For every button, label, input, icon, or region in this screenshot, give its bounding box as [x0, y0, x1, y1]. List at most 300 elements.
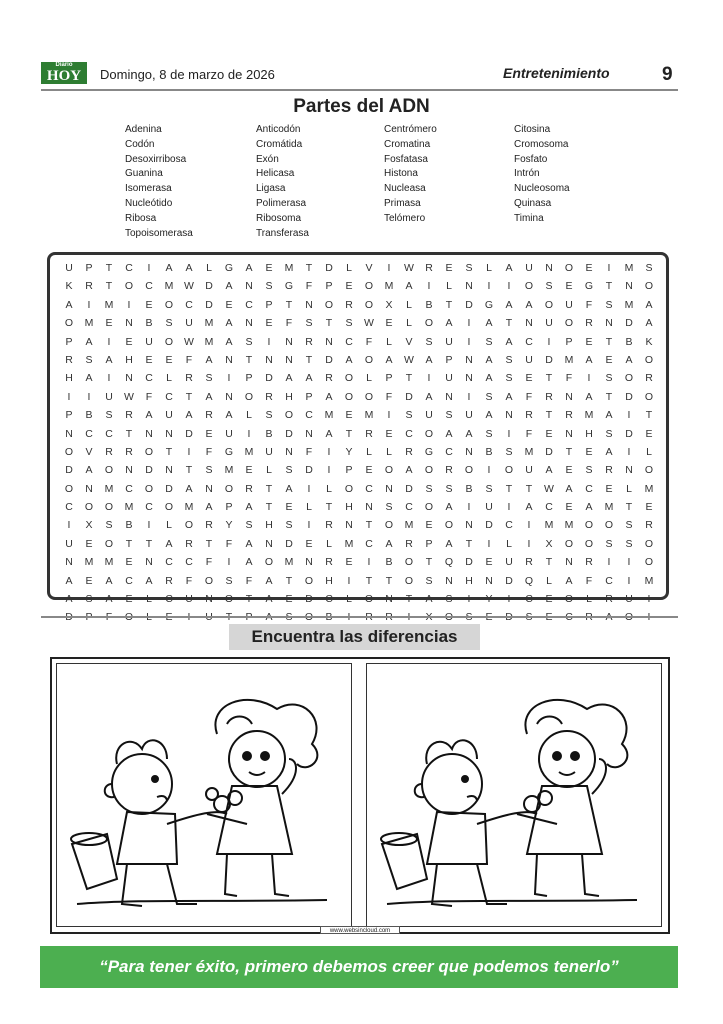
grid-letter: M	[104, 482, 114, 495]
grid-letter: O	[344, 390, 354, 403]
differences-frame	[50, 657, 670, 934]
letter-grid	[59, 259, 659, 627]
grid-letter: E	[605, 353, 613, 366]
grid-letter: A	[345, 353, 353, 366]
grid-letter: P	[445, 353, 453, 366]
grid-letter: I	[67, 519, 71, 532]
grid-letter: N	[85, 482, 93, 495]
grid-letter: D	[305, 464, 313, 477]
grid-letter: A	[245, 556, 253, 569]
grid-letter: U	[565, 298, 573, 311]
grid-letter: D	[165, 482, 173, 495]
grid-letter: I	[107, 372, 111, 385]
grid-letter: R	[325, 372, 333, 385]
grid-letter: T	[105, 280, 113, 293]
grid-letter: F	[185, 353, 193, 366]
grid-letter: S	[345, 317, 353, 330]
grid-letter: T	[325, 317, 333, 330]
word-list-item: Quinasa	[514, 197, 552, 209]
grid-letter: O	[644, 280, 654, 293]
word-list-item: Transferasa	[256, 227, 309, 239]
grid-letter: A	[165, 537, 173, 550]
grid-letter: N	[225, 353, 233, 366]
grid-letter: M	[384, 280, 394, 293]
grid-letter: L	[586, 593, 592, 606]
grid-letter: I	[307, 482, 311, 495]
grid-letter: R	[205, 409, 213, 422]
grid-letter: D	[625, 390, 633, 403]
word-list-item: Adenina	[125, 124, 162, 135]
grid-letter: L	[326, 537, 332, 550]
word-list-item: Helicasa	[256, 168, 295, 180]
word-list-item: Codón	[125, 138, 155, 150]
grid-letter: E	[425, 519, 433, 532]
grid-letter: I	[307, 519, 311, 532]
grid-letter: O	[344, 482, 354, 495]
grid-letter: A	[485, 372, 493, 385]
grid-letter: O	[204, 574, 214, 587]
grid-letter: F	[285, 317, 293, 330]
grid-letter: C	[505, 519, 513, 532]
grid-letter: O	[364, 353, 374, 366]
grid-letter: E	[85, 574, 93, 587]
grid-letter: M	[564, 353, 574, 366]
grid-letter: U	[445, 372, 453, 385]
grid-letter: I	[387, 409, 391, 422]
grid-letter: R	[65, 353, 73, 366]
grid-letter: L	[146, 593, 152, 606]
grid-letter: T	[265, 501, 273, 514]
grid-letter: S	[485, 482, 493, 495]
grid-letter: N	[445, 390, 453, 403]
grid-letter: N	[305, 556, 313, 569]
grid-letter: P	[85, 262, 93, 274]
grid-letter: O	[524, 280, 534, 293]
grid-letter: T	[345, 427, 353, 440]
grid-letter: N	[505, 409, 513, 422]
grid-letter: E	[585, 262, 593, 274]
grid-letter: E	[265, 317, 273, 330]
grid-letter: M	[584, 409, 594, 422]
grid-letter: F	[525, 427, 533, 440]
grid-letter: T	[285, 574, 293, 587]
grid-letter: N	[285, 335, 293, 348]
grid-letter: O	[564, 593, 574, 606]
grid-letter: E	[385, 317, 393, 330]
grid-letter: V	[405, 335, 413, 348]
grid-letter: L	[366, 372, 372, 385]
grid-letter: G	[484, 298, 494, 311]
grid-letter: A	[265, 593, 273, 606]
grid-letter: R	[125, 445, 133, 458]
grid-letter: I	[187, 445, 191, 458]
grid-letter: I	[147, 519, 151, 532]
grid-letter: O	[424, 317, 434, 330]
grid-letter: W	[184, 280, 194, 293]
grid-letter: O	[504, 464, 514, 477]
grid-letter: E	[305, 537, 313, 550]
grid-letter: S	[465, 262, 473, 274]
word-list-item: Fosfatasa	[384, 153, 428, 165]
grid-letter: S	[425, 482, 433, 495]
grid-letter: D	[465, 298, 473, 311]
grid-letter: C	[65, 501, 73, 514]
grid-letter: P	[65, 335, 73, 348]
grid-letter: R	[405, 445, 413, 458]
page-number: 9	[662, 64, 673, 85]
grid-letter: N	[465, 519, 473, 532]
grid-letter: A	[585, 353, 593, 366]
grid-letter: A	[625, 353, 633, 366]
grid-letter: D	[405, 482, 413, 495]
grid-letter: Y	[345, 445, 353, 458]
grid-letter: D	[325, 353, 333, 366]
grid-letter: E	[525, 372, 533, 385]
grid-letter: S	[445, 593, 453, 606]
grid-letter: T	[265, 482, 273, 495]
grid-letter: C	[185, 556, 193, 569]
grid-letter: C	[185, 298, 193, 311]
grid-letter: N	[225, 390, 233, 403]
grid-letter: L	[386, 445, 392, 458]
grid-letter: E	[345, 556, 353, 569]
grid-letter: U	[185, 593, 193, 606]
grid-letter: P	[305, 390, 313, 403]
grid-letter: M	[84, 317, 94, 330]
grid-letter: A	[425, 353, 433, 366]
grid-letter: A	[585, 501, 593, 514]
grid-letter: S	[605, 427, 613, 440]
grid-letter: A	[205, 390, 213, 403]
grid-letter: E	[205, 427, 213, 440]
grid-letter: N	[265, 537, 273, 550]
grid-letter: N	[305, 298, 313, 311]
grid-letter: D	[625, 317, 633, 330]
grid-letter: S	[605, 372, 613, 385]
grid-letter: T	[185, 464, 193, 477]
image-credit: www.websincloud.com	[320, 926, 400, 934]
grid-letter: T	[365, 519, 373, 532]
grid-letter: N	[385, 482, 393, 495]
grid-letter: S	[105, 519, 113, 532]
grid-letter: A	[85, 464, 93, 477]
grid-letter: P	[245, 372, 253, 385]
wordsearch-title: Partes del ADN	[293, 96, 430, 117]
grid-letter: N	[385, 593, 393, 606]
section-name: Entretenimiento	[503, 65, 610, 81]
grid-letter: M	[204, 317, 214, 330]
grid-letter: N	[625, 280, 633, 293]
grid-letter: S	[225, 574, 233, 587]
grid-letter: T	[185, 390, 193, 403]
grid-letter: A	[325, 390, 333, 403]
grid-letter: R	[165, 574, 173, 587]
grid-letter: T	[545, 409, 553, 422]
grid-letter: E	[105, 317, 113, 330]
grid-letter: P	[265, 298, 273, 311]
grid-letter: M	[284, 262, 294, 274]
grid-letter: L	[166, 372, 172, 385]
grid-letter: S	[625, 537, 633, 550]
word-list-item: Telómero	[384, 212, 426, 224]
grid-letter: E	[285, 501, 293, 514]
word-list-item	[514, 227, 645, 242]
grid-letter: R	[545, 390, 553, 403]
grid-letter: S	[265, 280, 273, 293]
grid-letter: G	[424, 445, 434, 458]
grid-letter: A	[65, 298, 73, 311]
grid-letter: K	[65, 280, 73, 293]
grid-letter: O	[404, 574, 414, 587]
grid-letter: S	[205, 464, 213, 477]
grid-letter: C	[405, 427, 413, 440]
word-list-item: Topoisomerasa	[125, 227, 193, 239]
grid-letter: E	[125, 335, 133, 348]
grid-letter: M	[624, 298, 634, 311]
grid-letter: S	[625, 519, 633, 532]
publication-date: Domingo, 8 de marzo de 2026	[100, 67, 275, 82]
word-list-item: Citosina	[514, 124, 551, 135]
grid-letter: M	[604, 501, 614, 514]
grid-letter: I	[467, 390, 471, 403]
grid-letter: T	[645, 409, 653, 422]
grid-letter: T	[445, 298, 453, 311]
grid-letter: M	[524, 445, 534, 458]
grid-letter: S	[305, 317, 313, 330]
grid-letter: L	[446, 280, 452, 293]
grid-letter: I	[487, 464, 491, 477]
grid-letter: S	[445, 482, 453, 495]
grid-letter: N	[165, 464, 173, 477]
grid-letter: N	[285, 445, 293, 458]
grid-letter: C	[445, 445, 453, 458]
grid-letter: O	[324, 298, 334, 311]
grid-letter: O	[584, 537, 594, 550]
grid-letter: A	[285, 482, 293, 495]
section-divider	[41, 616, 678, 618]
grid-letter: E	[345, 280, 353, 293]
grid-letter: S	[425, 574, 433, 587]
grid-letter: N	[365, 501, 373, 514]
grid-letter: I	[507, 427, 511, 440]
grid-letter: R	[605, 464, 613, 477]
grid-letter: R	[365, 427, 373, 440]
grid-letter: R	[525, 409, 533, 422]
grid-letter: Q	[444, 556, 454, 569]
grid-letter: D	[405, 390, 413, 403]
grid-letter: I	[147, 262, 151, 274]
grid-letter: A	[445, 427, 453, 440]
grid-letter: S	[485, 427, 493, 440]
grid-letter: C	[165, 556, 173, 569]
grid-letter: D	[625, 427, 633, 440]
grid-letter: R	[565, 409, 573, 422]
grid-letter: D	[65, 464, 73, 477]
grid-letter: T	[285, 298, 293, 311]
word-list-item: Desoxirribosa	[125, 153, 187, 165]
grid-letter: E	[345, 409, 353, 422]
grid-letter: U	[525, 464, 533, 477]
grid-letter: O	[364, 298, 374, 311]
grid-letter: D	[185, 427, 193, 440]
grid-letter: C	[545, 501, 553, 514]
word-list-item: Polimerasa	[256, 197, 307, 209]
grid-letter: O	[84, 501, 94, 514]
grid-letter: A	[225, 409, 233, 422]
grid-letter: U	[525, 262, 533, 274]
grid-letter: L	[386, 335, 392, 348]
grid-letter: T	[545, 556, 553, 569]
grid-letter: O	[144, 445, 154, 458]
grid-letter: E	[565, 501, 573, 514]
grid-letter: W	[364, 317, 374, 330]
grid-letter: I	[627, 556, 631, 569]
quote-banner: “Para tener éxito, primero debemos creer que podemos tenerlo”	[40, 946, 678, 988]
grid-letter: A	[105, 353, 113, 366]
grid-letter: I	[267, 335, 271, 348]
grid-letter: P	[425, 537, 433, 550]
grid-letter: N	[65, 427, 73, 440]
grid-letter: A	[505, 298, 513, 311]
grid-letter: R	[245, 482, 253, 495]
grid-letter: O	[644, 390, 654, 403]
grid-letter: I	[507, 501, 511, 514]
grid-letter: B	[485, 445, 493, 458]
grid-letter: N	[245, 280, 253, 293]
grid-letter: M	[544, 519, 554, 532]
grid-letter: A	[645, 298, 653, 311]
grid-letter: C	[85, 427, 93, 440]
grid-letter: A	[645, 317, 653, 330]
grid-letter: A	[265, 574, 273, 587]
grid-letter: O	[164, 298, 174, 311]
word-list-item: Ligasa	[256, 183, 286, 195]
grid-letter: S	[245, 335, 253, 348]
grid-letter: N	[565, 390, 573, 403]
grid-letter: A	[185, 409, 193, 422]
grid-letter: H	[265, 519, 273, 532]
grid-letter: P	[65, 409, 73, 422]
grid-letter: N	[465, 445, 473, 458]
word-list-item	[384, 227, 514, 242]
grid-letter: A	[285, 372, 293, 385]
grid-letter: U	[185, 317, 193, 330]
grid-letter: O	[304, 574, 314, 587]
grid-letter: H	[125, 353, 133, 366]
word-list-item: Ribosoma	[256, 212, 302, 224]
grid-letter: O	[104, 537, 114, 550]
grid-letter: O	[64, 317, 74, 330]
grid-letter: T	[125, 537, 133, 550]
grid-letter: B	[85, 409, 93, 422]
grid-letter: A	[405, 280, 413, 293]
grid-letter: C	[245, 298, 253, 311]
grid-letter: N	[305, 427, 313, 440]
grid-letter: D	[205, 298, 213, 311]
grid-letter: C	[365, 537, 373, 550]
grid-letter: O	[104, 464, 114, 477]
grid-letter: F	[585, 574, 593, 587]
grid-letter: B	[265, 427, 273, 440]
grid-letter: E	[145, 353, 153, 366]
grid-letter: M	[364, 409, 374, 422]
grid-letter: O	[644, 464, 654, 477]
grid-letter: L	[546, 574, 552, 587]
grid-letter: M	[104, 298, 114, 311]
grid-letter: N	[125, 317, 133, 330]
grid-letter: I	[607, 556, 611, 569]
grid-letter: F	[205, 556, 213, 569]
grid-letter: O	[364, 593, 374, 606]
grid-letter: O	[424, 501, 434, 514]
grid-letter: M	[124, 501, 134, 514]
word-list-item: Nucleosoma	[514, 183, 570, 195]
grid-letter: I	[87, 390, 91, 403]
grid-letter: A	[505, 262, 513, 274]
grid-letter: A	[525, 501, 533, 514]
illustration-right	[366, 663, 662, 927]
grid-letter: N	[125, 464, 133, 477]
grid-letter: H	[65, 372, 73, 385]
grid-letter: A	[245, 501, 253, 514]
grid-letter: E	[385, 427, 393, 440]
grid-letter: S	[165, 317, 173, 330]
grid-letter: A	[225, 280, 233, 293]
grid-letter: V	[85, 445, 93, 458]
grid-letter: A	[585, 390, 593, 403]
grid-letter: O	[284, 409, 294, 422]
grid-letter: O	[364, 280, 374, 293]
word-list-item: Fosfato	[514, 153, 548, 165]
grid-letter: I	[627, 409, 631, 422]
grid-letter: A	[445, 501, 453, 514]
grid-letter: F	[565, 372, 573, 385]
grid-letter: E	[225, 298, 233, 311]
grid-letter: N	[165, 427, 173, 440]
grid-letter: N	[145, 427, 153, 440]
grid-letter: C	[405, 501, 413, 514]
grid-letter: A	[105, 574, 113, 587]
grid-letter: A	[225, 317, 233, 330]
grid-letter: U	[65, 537, 73, 550]
grid-letter: I	[547, 335, 551, 348]
grid-letter: F	[185, 574, 193, 587]
grid-letter: D	[545, 445, 553, 458]
grid-letter: O	[64, 482, 74, 495]
grid-letter: L	[646, 445, 652, 458]
grid-letter: F	[245, 574, 253, 587]
grid-letter: I	[507, 280, 511, 293]
grid-letter: E	[485, 556, 493, 569]
grid-letter: I	[527, 537, 531, 550]
grid-letter: G	[224, 262, 234, 274]
grid-letter: N	[145, 556, 153, 569]
grid-letter: A	[145, 574, 153, 587]
grid-letter: S	[485, 390, 493, 403]
grid-letter: N	[325, 335, 333, 348]
grid-letter: T	[325, 501, 333, 514]
grid-letter: I	[327, 464, 331, 477]
grid-letter: U	[625, 593, 633, 606]
grid-letter: M	[104, 556, 114, 569]
grid-letter: U	[265, 445, 273, 458]
grid-letter: N	[605, 317, 613, 330]
grid-letter: D	[305, 593, 313, 606]
grid-letter: A	[205, 353, 213, 366]
grid-letter: O	[404, 556, 414, 569]
grid-letter: N	[565, 556, 573, 569]
grid-letter: T	[245, 353, 253, 366]
